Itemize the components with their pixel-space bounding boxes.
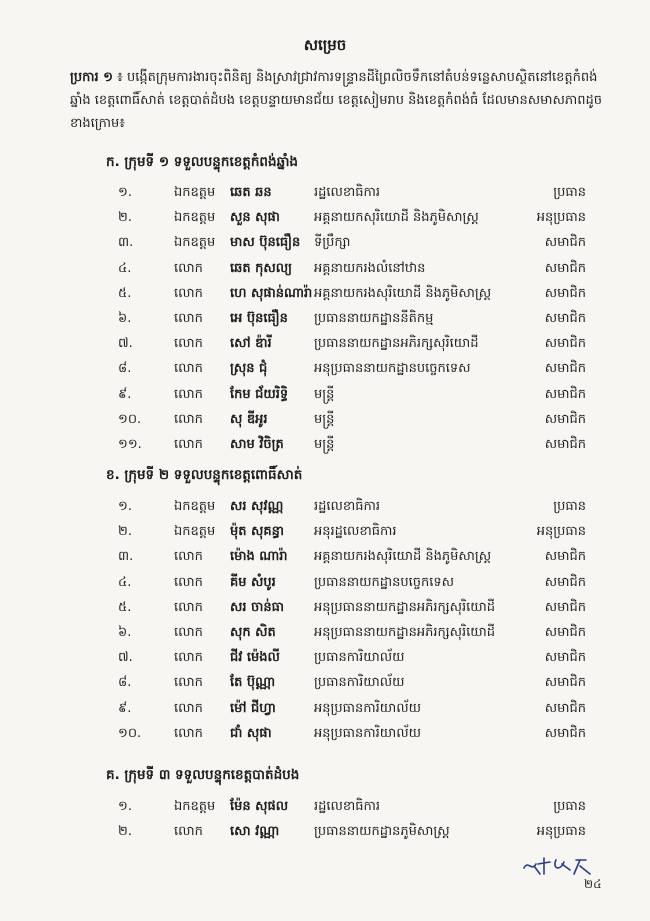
member-row: [0, 386, 650, 408]
member-row: [0, 574, 650, 596]
member-row: [0, 649, 650, 671]
member-row: [0, 335, 650, 357]
member-number: ១១.: [118, 437, 142, 452]
member-position: ប្រធាន: [553, 499, 586, 514]
group-1-heading: ក. ក្រុមទី ១ ទទួលបន្ទុកខេត្តកំពង់ឆ្នាំង: [106, 154, 298, 170]
member-name: អេ ប៊ុនធឿន: [230, 311, 288, 326]
member-number: ៧.: [118, 650, 133, 666]
member-position: សមាជិក: [544, 625, 586, 640]
member-title: លោក: [174, 311, 203, 326]
member-number: ៣.: [118, 235, 134, 251]
member-row: [0, 725, 650, 747]
member-name: ស្រុន ជុំ: [230, 361, 268, 377]
member-position: ប្រធាន: [553, 799, 586, 814]
member-position: សមាជិក: [544, 725, 586, 741]
member-name: កែម ជ័យរិទ្ធិ: [230, 386, 289, 402]
member-title: លោក: [174, 336, 203, 352]
member-role: ប្រធានការិយាល័យ: [314, 650, 405, 666]
member-name: ម៉ែន សុផល: [230, 799, 289, 814]
member-position: សមាជិក: [544, 650, 586, 666]
member-title: ឯកឧត្តម: [174, 499, 216, 514]
member-position: អនុប្រធាន: [536, 524, 586, 540]
member-title: លោក: [174, 599, 203, 615]
member-position: សមាជិក: [544, 260, 586, 276]
member-number: ១.: [118, 499, 132, 514]
member-position: សមាជិក: [544, 311, 586, 326]
member-title: លោក: [174, 411, 203, 427]
member-position: សមាជិក: [544, 437, 586, 452]
member-role: ប្រធាននាយកដ្ឋានអភិរក្សសុរិយោដី: [314, 336, 479, 352]
member-title: លោក: [174, 361, 203, 377]
member-name: ឆេត ឆន: [230, 185, 272, 200]
member-number: ៩.: [118, 700, 132, 716]
member-title: លោក: [174, 285, 203, 301]
member-role: រដ្ឋលេខាធិការ: [314, 799, 381, 814]
member-number: ១០.: [118, 725, 142, 741]
member-number: ២.: [118, 210, 132, 226]
member-position: សមាជិក: [544, 235, 586, 251]
member-row: [0, 209, 650, 231]
group-2-heading: ខ. ក្រុមទី ២ ទទួលបន្ទុកខេត្តពោធិ៍សាត់: [106, 467, 303, 483]
member-title: លោក: [174, 549, 203, 565]
member-row: [0, 310, 650, 332]
article-label: ប្រការ ១: [70, 70, 113, 85]
member-row: [0, 674, 650, 696]
member-title: លោក: [174, 574, 203, 590]
member-row: [0, 599, 650, 621]
member-name: ហេ សុផាន់ណារ៉ា: [230, 285, 313, 301]
member-role: មន្ត្រី: [314, 386, 335, 402]
member-position: សមាជិក: [544, 675, 586, 691]
member-name: សុ ឌីអូរ: [230, 411, 268, 427]
member-number: ១០.: [118, 411, 142, 427]
member-title: លោក: [174, 675, 203, 691]
member-title: លោក: [174, 386, 203, 402]
member-role: អគ្គនាយករងលំនៅឋាន: [314, 260, 426, 276]
member-title: ឯកឧត្តម: [174, 185, 216, 200]
member-role: អនុប្រធាននាយកដ្ឋានអភិរក្សសុរិយោដី: [314, 625, 496, 640]
signature-initials: [520, 848, 604, 878]
member-number: ២.: [118, 524, 132, 540]
member-row: [0, 411, 650, 433]
member-role: មន្ត្រី: [314, 411, 335, 427]
member-name: ជីវ ម៉េងលី: [230, 650, 280, 666]
member-number: ៣.: [118, 549, 134, 565]
member-role: រដ្ឋលេខាធិការ: [314, 499, 381, 514]
member-position: សមាជិក: [544, 336, 586, 352]
member-role: អគ្គនាយករងសុរិយោដី និងភូមិសាស្ត្រ: [314, 285, 492, 301]
member-position: អនុប្រធាន: [536, 824, 586, 840]
member-row: [0, 260, 650, 282]
member-title: លោក: [174, 650, 203, 666]
member-name: គីម សំបូរ: [230, 574, 276, 590]
member-role: ប្រធាននាយកដ្ឋាននីតិកម្ម: [314, 311, 434, 326]
member-number: ២.: [118, 824, 132, 840]
member-row: [0, 234, 650, 256]
member-name: សោ វណ្ណា: [230, 824, 280, 840]
member-position: អនុប្រធាន: [536, 210, 586, 226]
member-number: ៨.: [118, 361, 132, 377]
member-title: លោក: [174, 260, 203, 276]
member-role: ប្រធាននាយកដ្ឋានភូមិសាស្ត្រ: [314, 824, 450, 840]
member-position: សមាជិក: [544, 599, 586, 615]
member-title: លោក: [174, 824, 203, 840]
member-title: លោក: [174, 700, 203, 716]
member-position: សមាជិក: [544, 386, 586, 402]
member-title: លោក: [174, 437, 203, 452]
decision-title: សម្រេច: [303, 36, 347, 54]
member-position: សមាជិក: [544, 700, 586, 716]
member-number: ១.: [118, 799, 132, 814]
member-role: ប្រធាននាយកដ្ឋានបច្ចេកទេស: [314, 574, 455, 590]
member-name: ជាំ សុផា: [230, 725, 272, 741]
member-role: ប្រធានការិយាល័យ: [314, 675, 405, 691]
member-role: អគ្គនាយករងសុរិយោដី និងភូមិសាស្ត្រ: [314, 549, 492, 565]
member-name: មាស ប៊ុនធឿន: [230, 235, 301, 251]
member-position: សមាជិក: [544, 411, 586, 427]
member-row: [0, 360, 650, 382]
member-name: ម៉ោង ណារ៉ា: [230, 549, 288, 565]
member-title: ឯកឧត្តម: [174, 210, 216, 226]
member-name: សរ ចាន់ធា: [230, 599, 285, 615]
article-text: ៖ បង្កើតក្រុមការងារចុះពិនិត្យ និងស្រាវជ្រាវការទន្ទ្រានដីព្រៃលិចទឹកនៅតំបន់ទន្លេសាបស្ថិតនៅខេត្តកំពង់ឆ្នាំង ខេត្តពោធិ៍សាត់ ខេត្តបាត់ដំបង ខេត្តបន្ទាយមានជ័យ ខេត្តសៀមរាប និងខេត្តកំពង់ធំ ដែលមានសមាសភាពដូចខាងក្រោម៖: [70, 70, 603, 131]
member-row: [0, 436, 650, 458]
member-role: មន្ត្រី: [314, 437, 335, 452]
member-name: សុក សិត: [230, 625, 276, 640]
member-row: [0, 823, 650, 845]
member-number: ៦.: [118, 311, 132, 326]
member-row: [0, 798, 650, 820]
member-position: សមាជិក: [544, 574, 586, 590]
member-row: [0, 548, 650, 570]
member-title: ឯកឧត្តម: [174, 799, 216, 814]
member-role: អគ្គនាយកសុរិយោដី និងភូមិសាស្ត្រ: [314, 210, 479, 226]
member-role: អនុប្រធាននាយកដ្ឋានបច្ចេកទេស: [314, 361, 471, 377]
member-title: ឯកឧត្តម: [174, 235, 216, 251]
member-name: តែ ប៊ុណ្ណា: [230, 675, 276, 691]
member-name: ម៉ៅ ជីហ្វា: [230, 700, 276, 716]
member-number: ១.: [118, 185, 132, 200]
member-role: អនុប្រធានការិយាល័យ: [314, 725, 422, 741]
member-position: សមាជិក: [544, 549, 586, 565]
member-role: អនុប្រធាននាយកដ្ឋានអភិរក្សសុរិយោដី: [314, 599, 496, 615]
member-number: ៨.: [118, 675, 132, 691]
member-row: [0, 285, 650, 307]
member-name: សួន សុផា: [230, 210, 280, 226]
member-position: សមាជិក: [544, 361, 586, 377]
member-title: លោក: [174, 625, 203, 640]
member-number: ៩.: [118, 386, 132, 402]
member-row: [0, 184, 650, 206]
member-role: អនុប្រធានការិយាល័យ: [314, 700, 422, 716]
page-number: ២៤: [584, 877, 602, 891]
member-number: ៧.: [118, 336, 133, 352]
member-number: ៤.: [118, 260, 132, 276]
member-position: សមាជិក: [544, 285, 586, 301]
member-name: សាម វិចិត្រ: [230, 437, 284, 452]
member-row: [0, 700, 650, 722]
member-name: សរ សុវណ្ណ: [230, 499, 284, 514]
member-row: [0, 523, 650, 545]
member-row: [0, 498, 650, 520]
member-position: ប្រធាន: [553, 185, 586, 200]
member-row: [0, 624, 650, 646]
member-number: ៤.: [118, 574, 132, 590]
member-name: ឆេត កុសល្យ: [230, 260, 293, 276]
member-name: សៅ ឌ៉ារី: [230, 336, 272, 352]
member-number: ៥.: [118, 285, 132, 301]
member-name: ម៉ុត សុគន្ធា: [230, 524, 285, 540]
member-role: ទីប្រឹក្សា: [314, 235, 351, 251]
article-1: [70, 66, 615, 135]
member-title: លោក: [174, 725, 203, 741]
member-role: អនុរដ្ឋលេខាធិការ: [314, 524, 397, 540]
group-3-heading: គ. ក្រុមទី ៣ ទទួលបន្ទុកខេត្តបាត់ដំបង: [106, 767, 300, 783]
member-number: ៦.: [118, 625, 132, 640]
member-number: ៥.: [118, 599, 132, 615]
member-title: ឯកឧត្តម: [174, 524, 216, 540]
member-role: រដ្ឋលេខាធិការ: [314, 185, 381, 200]
